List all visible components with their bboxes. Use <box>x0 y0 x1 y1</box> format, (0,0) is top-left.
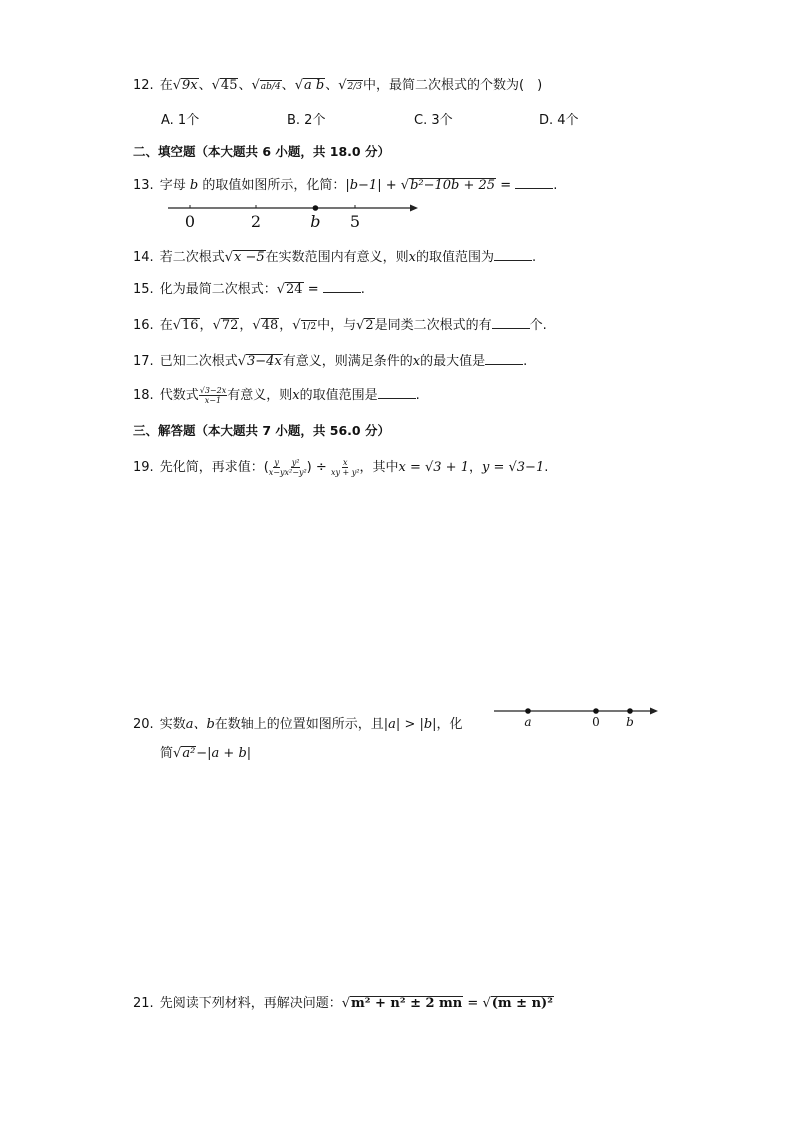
q18-end: . <box>415 388 420 403</box>
q12-prefix: 在 <box>159 78 173 93</box>
q17-text-c: 的最大值是 <box>420 354 486 369</box>
q12-term-5: 2/3 <box>347 82 362 92</box>
q20-text-a: 实数 <box>159 717 186 732</box>
q20-text-c: ，化 <box>436 717 463 732</box>
q15-stem: 15. 化为最简二次根式：√24 = . <box>133 282 365 297</box>
q19-text-b: ，其中 <box>359 460 399 475</box>
q21-rhs: (m ± n)² <box>491 996 553 1011</box>
q12-term-4: a b <box>303 78 325 93</box>
q12-option-d[interactable]: D. 4个 <box>539 113 579 128</box>
q16-text-b: 中，与 <box>317 318 357 333</box>
q13-number-line <box>160 196 426 232</box>
q16-answer-blank[interactable] <box>492 316 530 329</box>
q17-number: 17. <box>133 354 154 369</box>
q21-number: 21. <box>133 996 154 1011</box>
q18-number: 18. <box>133 388 154 403</box>
q13-ticks <box>185 205 360 231</box>
q15-radicand: 24 <box>286 282 303 297</box>
q16-term-1: 16 <box>182 318 199 333</box>
q16-term-2: 72 <box>221 318 239 333</box>
q19-close-paren: ) <box>306 460 312 475</box>
q16-ref: 2 <box>365 318 374 333</box>
arrow-right-icon <box>650 708 658 715</box>
arrow-right-icon <box>410 205 418 212</box>
q12-term-3: ab/4 <box>260 82 281 92</box>
q16-term-3: 48 <box>261 318 279 333</box>
q18-var: x <box>292 388 300 403</box>
q17-text-b: 有意义，则满足条件的 <box>282 354 413 369</box>
q13-text-b: 的取值如图所示，化简： <box>202 178 346 193</box>
q13-plus: + <box>385 178 397 193</box>
q14-number: 14. <box>133 250 154 265</box>
q15-eq: = <box>307 282 319 297</box>
q15-end: . <box>360 282 365 297</box>
q20-text-b: 在数轴上的位置如图所示，且 <box>214 717 384 732</box>
q20-line-2: 简√a²−|a + b| <box>160 746 252 761</box>
q15-number: 15. <box>133 282 154 297</box>
q13-number: 13. <box>133 178 154 193</box>
q19-f3-den: xy + y² <box>330 468 360 477</box>
q13-answer-blank[interactable] <box>515 176 553 189</box>
q13-var: b <box>189 178 199 193</box>
q16-term-4: 1/2 <box>301 322 317 332</box>
q16-text-c: 是同类二次根式的有 <box>374 318 492 333</box>
q19-open-paren: ( <box>263 460 269 475</box>
label-b: b <box>626 715 634 729</box>
q21-lhs: m² + n² ± 2 mn <box>351 996 463 1011</box>
q21-eq: = <box>467 996 479 1011</box>
q12-option-a[interactable]: A. 1个 <box>161 113 200 128</box>
q13-end: . <box>553 178 558 193</box>
q17-var: x <box>412 354 421 369</box>
point-b <box>313 205 319 211</box>
q19-x-value: x = √3 + 1 <box>398 460 469 475</box>
point-0 <box>593 708 599 714</box>
q20-line2-b: −|a + b| <box>196 746 252 761</box>
q12-stem: 12. 在√9x、√45、√ab/4、√a b、√2/3中，最简二次根式的个数为( ) <box>133 78 543 93</box>
q16-number: 16. <box>133 318 154 333</box>
q19-end: . <box>544 460 549 475</box>
label-2: 2 <box>250 212 262 231</box>
q19-stem <box>133 456 548 477</box>
label-0: 0 <box>184 212 196 231</box>
q14-answer-blank[interactable] <box>494 248 532 261</box>
q18-text-a: 代数式 <box>159 388 199 403</box>
q16-text-a: 在 <box>159 318 173 333</box>
q14-stem: 14. 若二次根式√x −5在实数范围内有意义，则x的取值范围为 . <box>133 250 537 265</box>
q18-text-c: 的取值范围是 <box>299 388 378 403</box>
label-a: a <box>524 715 532 729</box>
q18-text-b: 有意义，则 <box>227 388 293 403</box>
q19-f2-num: y² <box>291 458 300 467</box>
q12-term-2: 45 <box>220 78 238 93</box>
q14-radicand: x −5 <box>234 250 265 265</box>
label-b: b <box>310 212 321 231</box>
q19-f3-num: x <box>342 458 348 467</box>
q17-radicand: 3−4x <box>247 354 282 369</box>
q20-radicand: a² <box>182 746 196 761</box>
q15-answer-blank[interactable] <box>323 280 361 293</box>
q14-text-b: 在实数范围内有意义，则 <box>265 250 409 265</box>
q12-suffix: 中，最简二次根式的个数为( ) <box>363 78 543 93</box>
q19-f1-num: y <box>274 458 279 467</box>
q13-stem: 13. 字母 b 的取值如图所示，化简：|b−1| + √b²−10b + 25 = . <box>133 178 558 193</box>
q13-radicand: b²−10b + 25 <box>410 178 496 193</box>
q21-text-a: 先阅读下列材料，再解决问题： <box>159 996 342 1011</box>
point-a <box>525 708 531 714</box>
q19-sep: ， <box>468 460 482 475</box>
q17-stem: 17. 已知二次根式√3−4x有意义，则满足条件的x的最大值是 . <box>133 354 528 369</box>
q18-stem <box>133 384 420 405</box>
q14-end: . <box>532 250 537 265</box>
q18-frac-den: x−1 <box>204 396 222 405</box>
q13-abs-expr: |b−1| <box>345 178 382 193</box>
section-2-title: 二、填空题（本大题共 6 小题，共 18.0 分） <box>133 144 390 159</box>
q14-text-c: 的取值范围为 <box>416 250 495 265</box>
q19-f1-den: x−y <box>268 468 285 477</box>
q20-vars: a、b <box>185 717 215 732</box>
q15-text-a: 化为最简二次根式： <box>159 282 277 297</box>
q19-fraction-3 <box>331 458 360 477</box>
q20-condition: |a| > |b| <box>383 717 437 732</box>
q19-text-a: 先化简，再求值： <box>159 460 264 475</box>
q13-eq: = <box>500 178 512 193</box>
q12-option-c[interactable]: C. 3个 <box>414 113 453 128</box>
q20-line-1 <box>133 713 463 732</box>
q19-fraction-1 <box>269 458 285 477</box>
q18-answer-blank[interactable] <box>378 386 416 399</box>
q16-text-d: 个. <box>529 318 547 333</box>
q13-text-a: 字母 <box>159 178 186 193</box>
q14-text-a: 若二次根式 <box>159 250 225 265</box>
q17-text-a: 已知二次根式 <box>159 354 238 369</box>
q20-number: 20. <box>133 717 154 732</box>
q12-number: 12. <box>133 78 154 93</box>
q14-var: x <box>408 250 416 265</box>
q17-answer-blank[interactable] <box>485 352 523 365</box>
label-5: 5 <box>349 212 361 231</box>
q20-number-line <box>492 700 664 732</box>
q20-line2-a: 简 <box>160 746 174 761</box>
section-3-title: 三、解答题（本大题共 7 小题，共 56.0 分） <box>133 423 390 438</box>
label-0: 0 <box>592 715 600 729</box>
q21-stem: 21. 先阅读下列材料，再解决问题：√m² + n² ± 2 mn = √(m ± n)² <box>133 996 553 1011</box>
q12-option-b[interactable]: B. 2个 <box>287 113 326 128</box>
point-b <box>627 708 633 714</box>
q12-term-1: 9x <box>182 78 198 93</box>
q19-f2-den: x²−y² <box>284 468 307 477</box>
q19-divide: ÷ <box>315 460 327 475</box>
q19-y-value: y = √3−1 <box>482 460 545 475</box>
q17-end: . <box>523 354 528 369</box>
q18-frac-num: 3−2x <box>204 386 227 395</box>
q18-fraction: $\frac{√3-2x}{x-1}$ <box>199 386 227 405</box>
q19-fraction-2 <box>285 458 307 477</box>
q16-stem: 16. 在√16，√72，√48，√1/2中，与√2是同类二次根式的有 个. <box>133 318 547 333</box>
q19-number: 19. <box>133 460 154 475</box>
